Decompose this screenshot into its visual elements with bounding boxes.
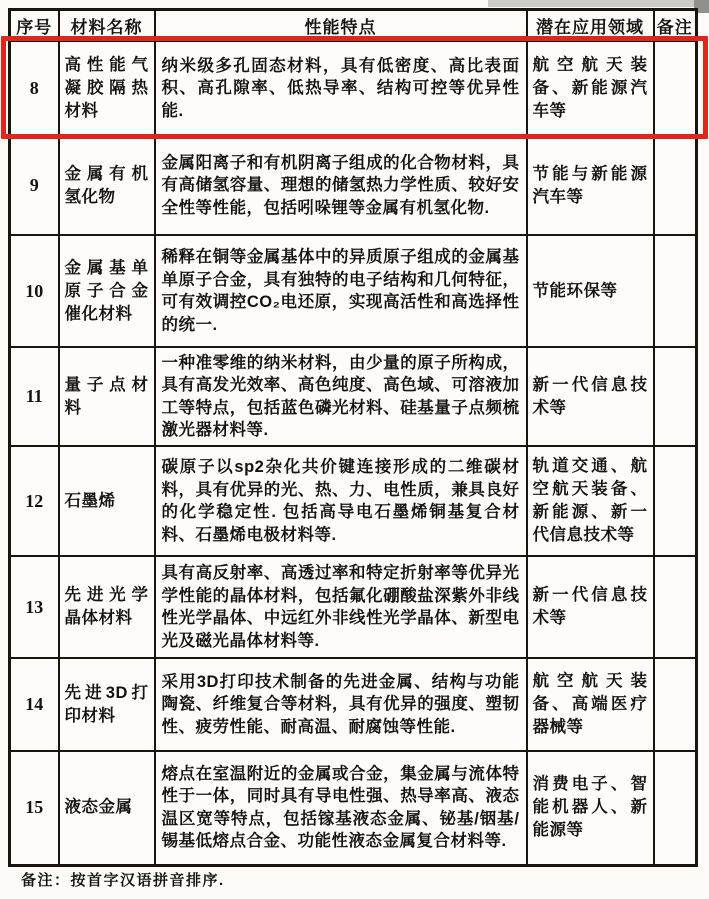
cell-material-name: 石墨烯	[59, 446, 155, 556]
table-row	[10, 556, 697, 658]
cell-material-name: 先进3D打印材料	[59, 658, 155, 751]
cell-no: 13	[10, 556, 59, 658]
table-row	[10, 235, 697, 347]
cell-material-name: 金属基单原子合金催化材料	[59, 235, 155, 347]
cell-material-name: 金属有机氢化物	[59, 136, 155, 235]
scan-artifact-strip	[488, 0, 709, 7]
cell-applications: 新一代信息技术等	[527, 347, 654, 446]
cell-features: 纳米级多孔固态材料，具有低密度、高比表面积、高孔隙率、低热导率、结构可控等优异性能.	[155, 41, 527, 136]
cell-applications: 航空航天装备、新能源汽车等	[527, 41, 654, 136]
cell-material-name: 液态金属	[59, 751, 155, 865]
table-header-row	[10, 10, 697, 42]
cell-no: 15	[10, 751, 59, 865]
table-body	[10, 41, 697, 865]
cell-applications: 消费电子、智能机器人、新能源等	[527, 751, 654, 865]
header-cell-material-name: 材料名称	[59, 10, 155, 42]
cell-no: 10	[10, 235, 59, 347]
cell-remark	[654, 658, 697, 751]
cell-remark	[654, 446, 697, 556]
cell-no: 14	[10, 658, 59, 751]
cell-no: 8	[10, 41, 59, 136]
cell-applications: 节能环保等	[527, 235, 654, 347]
table-row	[10, 136, 697, 235]
cell-features: 一种准零维的纳米材料，由少量的原子所构成，具有高发光效率、高色纯度、高色域、可溶液加工等特点，包括蓝色磷光材料、硅基量子点频梳激光器材料等.	[155, 347, 527, 446]
cell-features: 具有高反射率、高透过率和特定折射率等优异光学性能的晶体材料，包括氟化硼酸盐深紫外非线性光学晶体、中远红外非线性光学晶体、新型电光及磁光晶体材料等.	[155, 556, 527, 658]
cell-applications: 新一代信息技术等	[527, 556, 654, 658]
cell-features: 稀释在铜等金属基体中的异质原子组成的金属基单原子合金，具有独特的电子结构和几何特征，可有效调控CO₂电还原，实现高活性和高选择性的统一.	[155, 235, 527, 347]
cell-material-name: 量子点材料	[59, 347, 155, 446]
header-cell-features: 性能特点	[155, 10, 527, 42]
table-row	[10, 446, 697, 556]
cell-remark	[654, 235, 697, 347]
cell-remark	[654, 41, 697, 136]
cell-no: 12	[10, 446, 59, 556]
table-row	[10, 347, 697, 446]
cell-remark	[654, 751, 697, 865]
cell-no: 9	[10, 136, 59, 235]
table-row	[10, 751, 697, 865]
table-row	[10, 658, 697, 751]
cell-remark	[654, 556, 697, 658]
cell-material-name: 高性能气凝胶隔热材料	[59, 41, 155, 136]
cell-no: 11	[10, 347, 59, 446]
cell-features: 金属阳离子和有机阴离子组成的化合物材料，具有高储氢容量、理想的储氢热力学性质、较好安全性等性能，包括吲哚锂等金属有机氢化物.	[155, 136, 527, 235]
cell-features: 碳原子以sp2杂化共价键连接形成的二维碳材料，具有优异的光、热、力、电性质，兼具良好的化学稳定性. 包括高导电石墨烯铜基复合材料、石墨烯电极材料等.	[155, 446, 527, 556]
cell-applications: 航空航天装备、高端医疗器械等	[527, 658, 654, 751]
cell-features: 熔点在室温附近的金属或合金，集金属与流体特性于一体，同时具有导电性强、热导率高、液态温区宽等特点，包括镓基液态金属、铋基/铟基/锡基低熔点合金、功能性液态金属复合材料等.	[155, 751, 527, 865]
cell-remark	[654, 347, 697, 446]
cell-applications: 轨道交通、航空航天装备、新能源、新一代信息技术等	[527, 446, 654, 556]
cell-applications: 节能与新能源汽车等	[527, 136, 654, 235]
table-row	[10, 41, 697, 136]
header-cell-applications: 潜在应用领域	[527, 10, 654, 42]
cell-material-name: 先进光学晶体材料	[59, 556, 155, 658]
cell-features: 采用3D打印技术制备的先进金属、结构与功能陶瓷、纤维复合等材料，具有优异的强度、塑韧性、疲劳性能、耐高温、耐腐蚀等性能.	[155, 658, 527, 751]
cell-remark	[654, 136, 697, 235]
footer-note: 备注：按首字汉语拼音排序.	[21, 872, 225, 889]
header-cell-no: 序号	[10, 10, 59, 42]
materials-table	[8, 8, 698, 867]
header-cell-remark: 备注	[654, 10, 697, 42]
